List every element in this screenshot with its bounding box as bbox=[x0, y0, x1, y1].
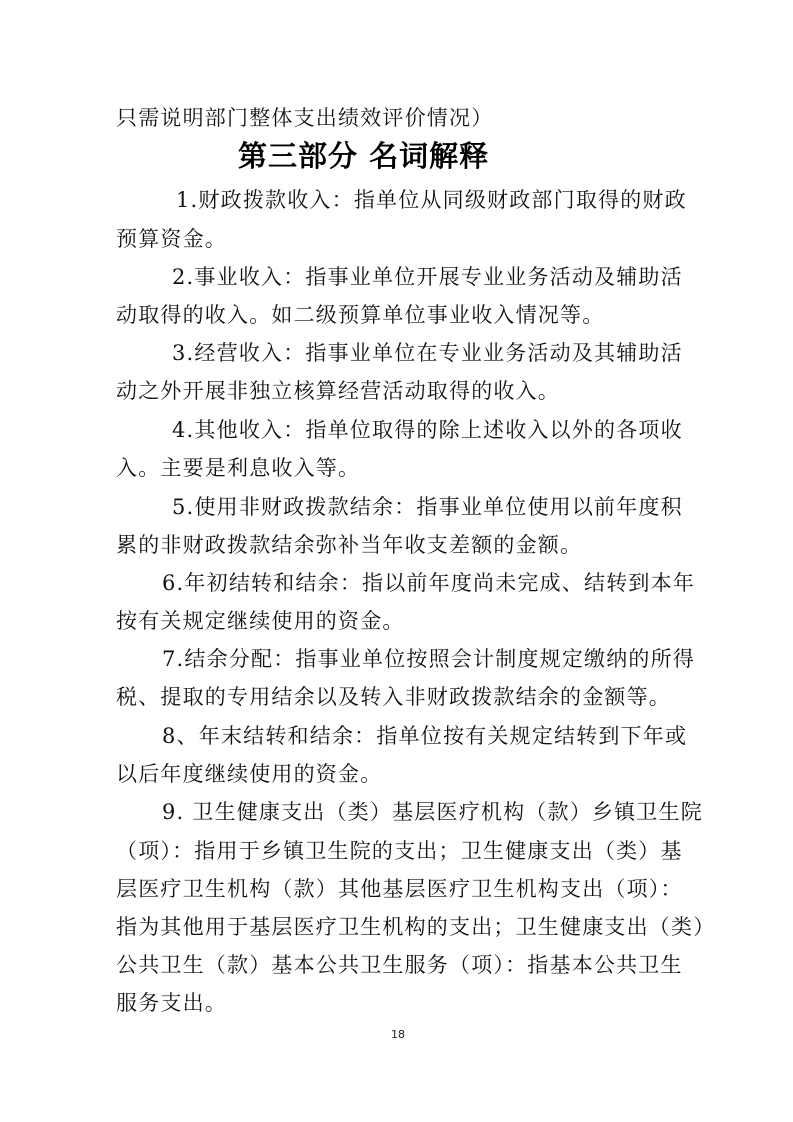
entry-9-line-1: 9. 卫生健康支出（类）基层医疗机构（款）乡镇卫生院 bbox=[162, 800, 703, 824]
entry-9-line-6: 服务支出。 bbox=[116, 991, 227, 1015]
entry-1-line-1: 1.财政拨款收入：指单位从同级财政部门取得的财政 bbox=[176, 188, 687, 212]
entry-7-line-1: 7.结余分配：指事业单位按照会计制度规定缴纳的所得 bbox=[162, 647, 696, 671]
entry-3-line-2: 动之外开展非独立核算经营活动取得的收入。 bbox=[116, 379, 560, 403]
entry-9-line-4: 指为其他用于基层医疗卫生机构的支出；卫生健康支出（类） bbox=[116, 915, 716, 939]
page-number: 18 bbox=[391, 1028, 405, 1041]
entry-6-line-2: 按有关规定继续使用的资金。 bbox=[116, 609, 405, 633]
entry-8-line-1: 8、年末结转和结余：指单位按有关规定结转到下年或 bbox=[162, 724, 688, 748]
lead-line: 只需说明部门整体支出绩效评价情况） bbox=[116, 106, 494, 130]
entry-4-line-2: 入。主要是利息收入等。 bbox=[116, 456, 361, 480]
entry-9-line-2: （项）：指用于乡镇卫生院的支出；卫生健康支出（类）基 bbox=[116, 839, 683, 863]
entry-9-line-5: 公共卫生（款）基本公共卫生服务（项）：指基本公共卫生 bbox=[116, 953, 683, 977]
entry-6-line-1: 6.年初结转和结余：指以前年度尚未完成、结转到本年 bbox=[162, 571, 696, 595]
entry-7-line-2: 税、提取的专用结余以及转入非财政拨款结余的金额等。 bbox=[116, 685, 671, 709]
entry-4-line-1: 4.其他收入：指单位取得的除上述收入以外的各项收 bbox=[172, 418, 683, 442]
entry-5-line-2: 累的非财政拨款结余弥补当年收支差额的金额。 bbox=[116, 533, 583, 557]
entry-8-line-2: 以后年度继续使用的资金。 bbox=[116, 762, 383, 786]
entry-3-line-1: 3.经营收入：指事业单位在专业业务活动及其辅助活 bbox=[172, 341, 683, 365]
entry-2-line-2: 动取得的收入。如二级预算单位事业收入情况等。 bbox=[116, 303, 605, 327]
section-title: 第三部分 名词解释 bbox=[238, 139, 490, 173]
entry-5-line-1: 5.使用非财政拨款结余：指事业单位使用以前年度积 bbox=[172, 495, 683, 519]
entry-9-line-3: 层医疗卫生机构（款）其他基层医疗卫生机构支出（项）： bbox=[116, 877, 683, 901]
entry-2-line-1: 2.事业收入：指事业单位开展专业业务活动及辅助活 bbox=[172, 265, 683, 289]
entry-1-line-2: 预算资金。 bbox=[116, 227, 227, 251]
